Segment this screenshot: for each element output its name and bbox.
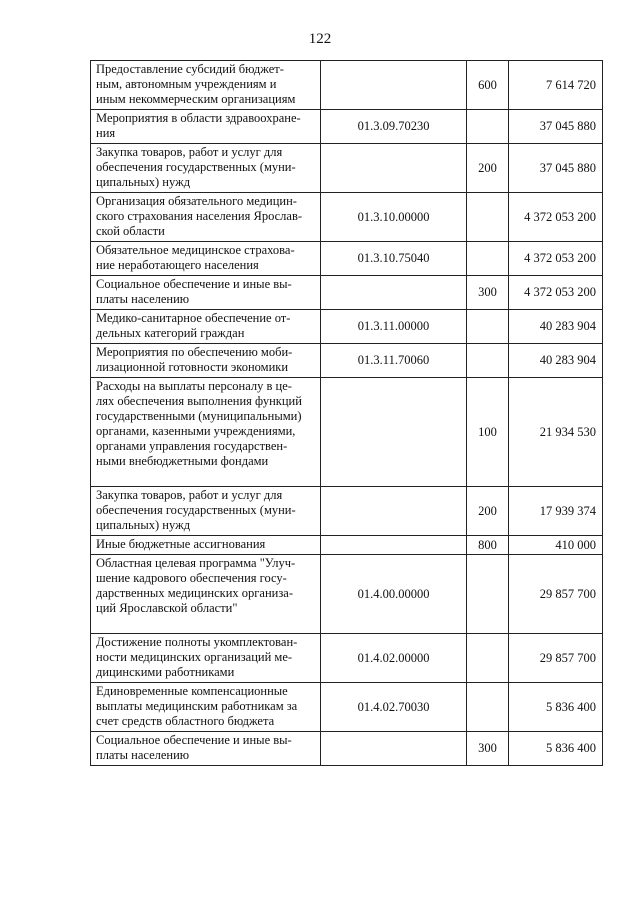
expense-name-line: ций Ярославской области" bbox=[96, 601, 238, 615]
amount-cell: 4 372 053 200 bbox=[509, 242, 603, 276]
table-row bbox=[91, 144, 603, 193]
expense-name-line: Единовременные компенсационные bbox=[96, 684, 288, 698]
expense-type-code: 300 bbox=[467, 276, 509, 310]
expense-type-code bbox=[467, 242, 509, 276]
expense-name-line bbox=[96, 469, 316, 484]
expense-name-line: органами, казенными учреждениями, bbox=[96, 424, 296, 438]
target-article-code bbox=[321, 732, 467, 766]
table-row bbox=[91, 536, 603, 555]
expense-name-line: Мероприятия в области здравоохране- bbox=[96, 111, 301, 125]
table-row bbox=[91, 487, 603, 536]
expense-type-code: 300 bbox=[467, 732, 509, 766]
table-row bbox=[91, 310, 603, 344]
expense-type-code: 600 bbox=[467, 61, 509, 110]
expense-name-cell bbox=[91, 732, 321, 766]
budget-table bbox=[90, 60, 603, 766]
table-row bbox=[91, 110, 603, 144]
expense-name-line: выплаты медицинским работникам за bbox=[96, 699, 298, 713]
expense-name-line: ципальных) нужд bbox=[96, 175, 191, 189]
amount-cell: 21 934 530 bbox=[509, 378, 603, 487]
target-article-code: 01.3.09.70230 bbox=[321, 110, 467, 144]
amount-cell: 29 857 700 bbox=[509, 634, 603, 683]
expense-name-line: Предоставление субсидий бюджет- bbox=[96, 62, 284, 76]
amount-cell: 5 836 400 bbox=[509, 683, 603, 732]
table-row bbox=[91, 683, 603, 732]
expense-name-line: дарственных медицинских организа- bbox=[96, 586, 293, 600]
target-article-code bbox=[321, 378, 467, 487]
target-article-code: 01.3.10.75040 bbox=[321, 242, 467, 276]
expense-name-line: Организация обязательного медицин- bbox=[96, 194, 297, 208]
expense-name-cell bbox=[91, 634, 321, 683]
page-number: 122 bbox=[308, 31, 332, 47]
target-article-code bbox=[321, 61, 467, 110]
expense-name-cell bbox=[91, 276, 321, 310]
table-row bbox=[91, 555, 603, 634]
table-row bbox=[91, 242, 603, 276]
expense-name-line: иным некоммерческим организациям bbox=[96, 92, 296, 106]
target-article-code bbox=[321, 487, 467, 536]
expense-type-code bbox=[467, 310, 509, 344]
expense-name-line: Иные бюджетные ассигнования bbox=[96, 537, 266, 551]
expense-name-cell bbox=[91, 487, 321, 536]
budget-table-body bbox=[91, 61, 603, 766]
expense-name-line: шение кадрового обеспечения госу- bbox=[96, 571, 287, 585]
target-article-code bbox=[321, 144, 467, 193]
table-row bbox=[91, 276, 603, 310]
expense-type-code: 800 bbox=[467, 536, 509, 555]
table-row bbox=[91, 344, 603, 378]
amount-cell: 40 283 904 bbox=[509, 310, 603, 344]
target-article-code: 01.3.11.00000 bbox=[321, 310, 467, 344]
expense-name-line: Достижение полноты укомплектован- bbox=[96, 635, 298, 649]
expense-name-line: платы населению bbox=[96, 292, 190, 306]
expense-name-line: ние неработающего населения bbox=[96, 258, 259, 272]
expense-name-cell bbox=[91, 242, 321, 276]
amount-cell: 29 857 700 bbox=[509, 555, 603, 634]
table-row bbox=[91, 634, 603, 683]
expense-name-cell bbox=[91, 110, 321, 144]
expense-name-line: ния bbox=[96, 126, 116, 140]
target-article-code: 01.4.02.00000 bbox=[321, 634, 467, 683]
target-article-code: 01.4.00.00000 bbox=[321, 555, 467, 634]
target-article-code: 01.3.10.00000 bbox=[321, 193, 467, 242]
target-article-code bbox=[321, 276, 467, 310]
table-row bbox=[91, 378, 603, 487]
expense-name-line: ными внебюджетными фондами bbox=[96, 454, 269, 468]
expense-type-code: 200 bbox=[467, 144, 509, 193]
expense-name-line: ности медицинских организаций ме- bbox=[96, 650, 293, 664]
amount-cell: 4 372 053 200 bbox=[509, 193, 603, 242]
expense-type-code: 200 bbox=[467, 487, 509, 536]
amount-cell: 4 372 053 200 bbox=[509, 276, 603, 310]
expense-name-line: Закупка товаров, работ и услуг для bbox=[96, 488, 283, 502]
expense-name-cell bbox=[91, 344, 321, 378]
table-row bbox=[91, 193, 603, 242]
expense-name-line: Мероприятия по обеспечению моби- bbox=[96, 345, 293, 359]
expense-name-line: государственными (муниципальными) bbox=[96, 409, 302, 423]
amount-cell: 5 836 400 bbox=[509, 732, 603, 766]
expense-name-cell bbox=[91, 683, 321, 732]
expense-type-code bbox=[467, 344, 509, 378]
expense-name-line: Обязательное медицинское страхова- bbox=[96, 243, 295, 257]
expense-type-code bbox=[467, 193, 509, 242]
expense-type-code bbox=[467, 555, 509, 634]
amount-cell: 17 939 374 bbox=[509, 487, 603, 536]
expense-name-line: дельных категорий граждан bbox=[96, 326, 245, 340]
expense-name-cell bbox=[91, 61, 321, 110]
expense-name-line: платы населению bbox=[96, 748, 190, 762]
expense-name-line: лях обеспечения выполнения функций bbox=[96, 394, 302, 408]
expense-name-line: Социальное обеспечение и иные вы- bbox=[96, 733, 292, 747]
expense-type-code bbox=[467, 110, 509, 144]
amount-cell: 410 000 bbox=[509, 536, 603, 555]
expense-name-line: обеспечения государственных (муни- bbox=[96, 160, 296, 174]
expense-name-cell bbox=[91, 193, 321, 242]
expense-name-cell bbox=[91, 555, 321, 634]
expense-name-line: ным, автономным учреждениям и bbox=[96, 77, 277, 91]
amount-cell: 37 045 880 bbox=[509, 144, 603, 193]
expense-name-line: Расходы на выплаты персоналу в це- bbox=[96, 379, 292, 393]
expense-type-code bbox=[467, 683, 509, 732]
expense-name-line: Областная целевая программа "Улуч- bbox=[96, 556, 296, 570]
expense-type-code: 100 bbox=[467, 378, 509, 487]
expense-name-line: ципальных) нужд bbox=[96, 518, 191, 532]
amount-cell: 40 283 904 bbox=[509, 344, 603, 378]
expense-name-line: Медико-санитарное обеспечение от- bbox=[96, 311, 291, 325]
expense-name-line bbox=[96, 616, 316, 631]
expense-name-line: ского страхования населения Ярослав- bbox=[96, 209, 303, 223]
expense-name-line: Социальное обеспечение и иные вы- bbox=[96, 277, 292, 291]
target-article-code bbox=[321, 536, 467, 555]
target-article-code: 01.4.02.70030 bbox=[321, 683, 467, 732]
expense-name-line: Закупка товаров, работ и услуг для bbox=[96, 145, 283, 159]
target-article-code: 01.3.11.70060 bbox=[321, 344, 467, 378]
expense-name-line: лизационной готовности экономики bbox=[96, 360, 289, 374]
expense-name-cell bbox=[91, 378, 321, 487]
expense-name-cell bbox=[91, 144, 321, 193]
amount-cell: 7 614 720 bbox=[509, 61, 603, 110]
expense-name-line: ской области bbox=[96, 224, 165, 238]
expense-type-code bbox=[467, 634, 509, 683]
expense-name-cell bbox=[91, 310, 321, 344]
expense-name-line: органами управления государствен- bbox=[96, 439, 288, 453]
expense-name-line: обеспечения государственных (муни- bbox=[96, 503, 296, 517]
expense-name-line: счет средств областного бюджета bbox=[96, 714, 275, 728]
table-row bbox=[91, 732, 603, 766]
expense-name-line: дицинскими работниками bbox=[96, 665, 235, 679]
amount-cell: 37 045 880 bbox=[509, 110, 603, 144]
expense-name-cell bbox=[91, 536, 321, 555]
table-row bbox=[91, 61, 603, 110]
